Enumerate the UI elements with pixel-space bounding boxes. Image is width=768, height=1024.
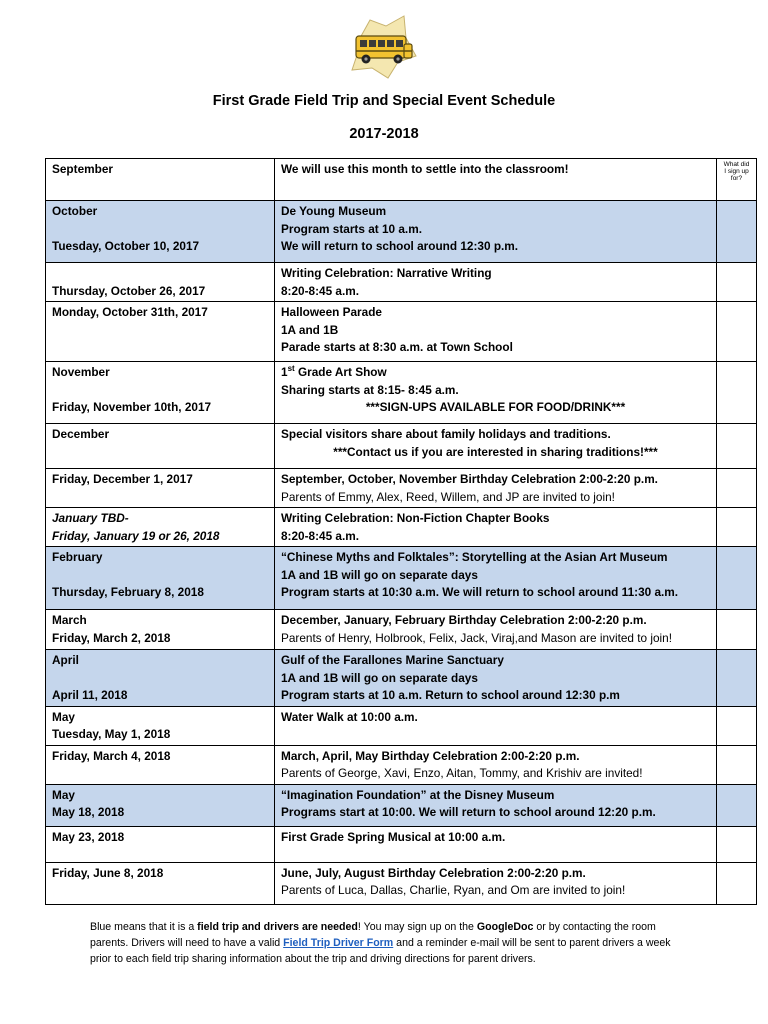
event-cell: Water Walk at 10:00 a.m. xyxy=(275,706,717,745)
signup-cell[interactable] xyxy=(717,302,757,362)
table-row xyxy=(46,826,757,862)
date-cell: February Thursday, February 8, 2018 xyxy=(46,547,275,610)
event-cell: Gulf of the Farallones Marine Sanctuary 1A and 1B will go on separate days Program starts at 10 a.m. Return to school around 12:30 p.m xyxy=(275,650,717,707)
table-row xyxy=(46,508,757,547)
date-cell: May 23, 2018 xyxy=(46,826,275,862)
date-cell: Friday, March 4, 2018 xyxy=(46,745,275,784)
table-row xyxy=(46,745,757,784)
date-cell: January TBD- Friday, January 19 or 26, 2018 xyxy=(46,508,275,547)
signup-cell[interactable] xyxy=(717,469,757,508)
signup-cell[interactable] xyxy=(717,201,757,263)
table-row xyxy=(46,302,757,362)
date-cell: May Tuesday, May 1, 2018 xyxy=(46,706,275,745)
event-cell: Writing Celebration: Narrative Writing 8:20-8:45 a.m. xyxy=(275,263,717,302)
event-cell: Special visitors share about family holidays and traditions. ***Contact us if you are interested in sharing traditions!*** xyxy=(275,424,717,469)
signup-cell[interactable] xyxy=(717,263,757,302)
art-show-title: 1st Grade Art Show xyxy=(281,364,387,379)
date-cell: Friday, December 1, 2017 xyxy=(46,469,275,508)
date-cell: Monday, October 31th, 2017 xyxy=(46,302,275,362)
signup-cell[interactable] xyxy=(717,650,757,707)
date-cell: September xyxy=(46,159,275,201)
event-cell: Writing Celebration: Non-Fiction Chapter Books 8:20-8:45 a.m. xyxy=(275,508,717,547)
signup-cell[interactable] xyxy=(717,547,757,610)
signup-cell[interactable] xyxy=(717,706,757,745)
page-title: First Grade Field Trip and Special Event Schedule xyxy=(212,93,556,109)
date-cell: October Tuesday, October 10, 2017 xyxy=(46,201,275,263)
table-row xyxy=(46,362,757,424)
driver-form-link[interactable]: Field Trip Driver Form xyxy=(283,937,394,949)
table-row xyxy=(46,610,757,650)
signup-cell[interactable] xyxy=(717,362,757,424)
event-cell: Halloween Parade 1A and 1B Parade starts at 8:30 a.m. at Town School xyxy=(275,302,717,362)
event-cell: September, October, November Birthday Celebration 2:00-2:20 p.m. Parents of Emmy, Alex, Reed, Willem, and JP are invited to join! xyxy=(275,469,717,508)
table-row xyxy=(46,159,757,201)
school-year: 2017-2018 xyxy=(349,126,419,142)
event-cell: March, April, May Birthday Celebration 2:00-2:20 p.m. Parents of George, Xavi, Enzo, Aitan, Tommy, and Krishiv are invited! xyxy=(275,745,717,784)
date-cell: December xyxy=(46,424,275,469)
date-cell: May May 18, 2018 xyxy=(46,784,275,826)
footer-note: Blue means that it is a field trip and drivers are needed! You may sign up on the GoogleDoc or by contacting the room parents. Drivers will need to have a valid Field Trip Driver Form and a reminder e-mail will be sent to parent drivers a week prior to each field trip sharing information about the trip and driving directions for parent drivers. xyxy=(90,921,671,965)
event-cell: We will use this month to settle into the classroom! xyxy=(275,159,717,201)
table-row xyxy=(46,469,757,508)
event-cell: “Imagination Foundation” at the Disney Museum Programs start at 10:00. We will return to school around 12:20 p.m. xyxy=(275,784,717,826)
table-row xyxy=(46,650,757,707)
date-cell: November Friday, November 10th, 2017 xyxy=(46,362,275,424)
event-cell: December, January, February Birthday Celebration 2:00-2:20 p.m. Parents of Henry, Holbrook, Felix, Jack, Viraj,and Mason are invited to join! xyxy=(275,610,717,650)
event-cell: June, July, August Birthday Celebration 2:00-2:20 p.m. Parents of Luca, Dallas, Charlie, Ryan, and Om are invited to join! xyxy=(275,862,717,904)
signup-cell[interactable] xyxy=(717,862,757,904)
event-cell: 1st Grade Art Show Sharing starts at 8:15- 8:45 a.m. ***SIGN-UPS AVAILABLE FOR FOOD/DRINK*** xyxy=(275,362,717,424)
event-cell: First Grade Spring Musical at 10:00 a.m. xyxy=(275,826,717,862)
date-cell: March Friday, March 2, 2018 xyxy=(46,610,275,650)
date-cell: April April 11, 2018 xyxy=(46,650,275,707)
table-row xyxy=(46,862,757,904)
signup-header: What did I sign up for? xyxy=(717,159,757,201)
table-row xyxy=(46,263,757,302)
table-row xyxy=(46,201,757,263)
school-bus-icon xyxy=(346,12,418,82)
table-row xyxy=(46,424,757,469)
signup-cell[interactable] xyxy=(717,745,757,784)
schedule-table xyxy=(45,158,757,905)
table-row xyxy=(46,784,757,826)
event-cell: De Young Museum Program starts at 10 a.m. We will return to school around 12:30 p.m. xyxy=(275,201,717,263)
event-cell: “Chinese Myths and Folktales”: Storytelling at the Asian Art Museum 1A and 1B will go on separate days Program starts at 10:30 a.m. We will return to school around 11:30 a.m. xyxy=(275,547,717,610)
signup-cell[interactable] xyxy=(717,508,757,547)
table-row xyxy=(46,706,757,745)
signup-cell[interactable] xyxy=(717,826,757,862)
date-cell: Thursday, October 26, 2017 xyxy=(46,263,275,302)
table-row xyxy=(46,547,757,610)
signup-cell[interactable] xyxy=(717,610,757,650)
date-cell: Friday, June 8, 2018 xyxy=(46,862,275,904)
signup-cell[interactable] xyxy=(717,424,757,469)
signup-cell[interactable] xyxy=(717,784,757,826)
